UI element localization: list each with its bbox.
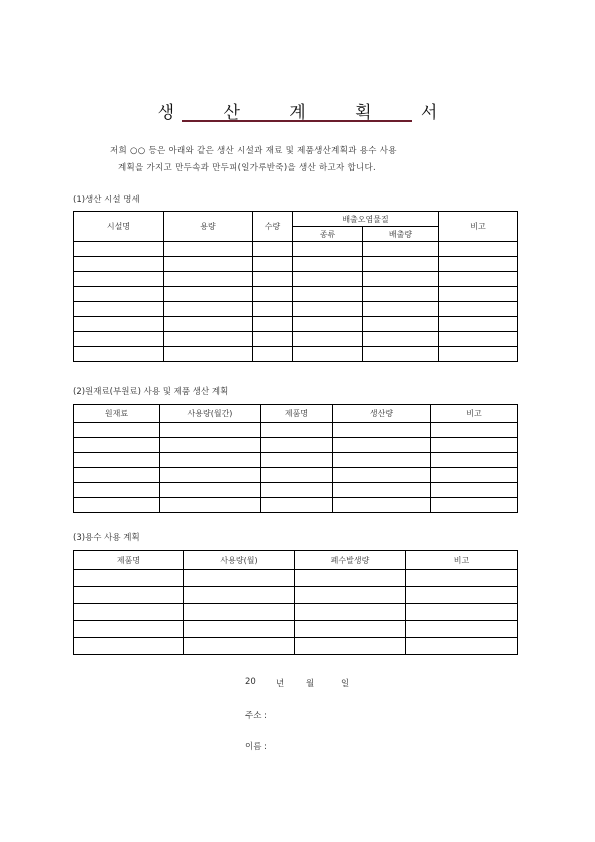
table-cell[interactable] — [164, 272, 253, 287]
table-cell[interactable] — [439, 347, 518, 362]
table-cell[interactable] — [184, 604, 295, 621]
table-row — [74, 423, 518, 438]
table-cell[interactable] — [261, 453, 333, 468]
table-cell[interactable] — [363, 287, 439, 302]
table-cell[interactable] — [363, 272, 439, 287]
table-cell[interactable] — [363, 332, 439, 347]
table-cell[interactable] — [160, 423, 261, 438]
table-row — [74, 498, 518, 513]
table-cell[interactable] — [439, 257, 518, 272]
table-cell[interactable] — [74, 317, 164, 332]
table-cell[interactable] — [74, 483, 160, 498]
section3-label: (3)용수 사용 계획 — [73, 533, 140, 543]
table-cell[interactable] — [164, 332, 253, 347]
table-cell[interactable] — [439, 272, 518, 287]
column-header: 원재료 — [74, 405, 160, 423]
table-cell[interactable] — [406, 587, 518, 604]
table-cell[interactable] — [164, 257, 253, 272]
table-header-row — [74, 405, 518, 423]
table-cell[interactable] — [261, 468, 333, 483]
table-cell[interactable] — [74, 498, 160, 513]
table-cell[interactable] — [406, 604, 518, 621]
table-cell[interactable] — [293, 287, 363, 302]
table-cell[interactable] — [74, 242, 164, 257]
table-cell[interactable] — [363, 242, 439, 257]
water-table — [73, 550, 518, 655]
table-cell[interactable] — [333, 438, 431, 453]
table-cell[interactable] — [74, 272, 164, 287]
table-cell[interactable] — [74, 332, 164, 347]
table-cell[interactable] — [74, 423, 160, 438]
table-row — [74, 621, 518, 638]
table-cell[interactable] — [160, 498, 261, 513]
table-cell[interactable] — [253, 317, 293, 332]
address-label: 주소 : — [245, 711, 267, 721]
table-cell[interactable] — [295, 638, 406, 655]
column-header: 제품명 — [261, 405, 333, 423]
table-cell[interactable] — [363, 347, 439, 362]
table-row — [74, 587, 518, 604]
table-cell[interactable] — [74, 587, 184, 604]
column-header: 폐수발생량 — [295, 551, 406, 570]
document-title: 생 산 계 획 서 — [157, 103, 460, 123]
table-cell[interactable] — [439, 317, 518, 332]
table-cell[interactable] — [431, 468, 518, 483]
table-cell[interactable] — [295, 604, 406, 621]
table-cell[interactable] — [431, 483, 518, 498]
col-note: 비고 — [439, 212, 518, 242]
table-cell[interactable] — [406, 621, 518, 638]
table-row — [74, 638, 518, 655]
table-cell[interactable] — [295, 570, 406, 587]
table-cell[interactable] — [74, 570, 184, 587]
table-cell[interactable] — [261, 423, 333, 438]
table-cell[interactable] — [184, 621, 295, 638]
col-capacity: 용량 — [164, 212, 253, 242]
table-row — [74, 332, 518, 347]
column-header: 비고 — [431, 405, 518, 423]
table-cell[interactable] — [406, 638, 518, 655]
table-cell[interactable] — [253, 257, 293, 272]
table-cell[interactable] — [74, 302, 164, 317]
table-cell[interactable] — [439, 302, 518, 317]
table-cell[interactable] — [431, 438, 518, 453]
table-cell[interactable] — [160, 438, 261, 453]
table-cell[interactable] — [253, 302, 293, 317]
table-cell[interactable] — [261, 483, 333, 498]
name-label: 이름 : — [245, 742, 267, 752]
table-row — [74, 347, 518, 362]
table-cell[interactable] — [363, 302, 439, 317]
table-cell[interactable] — [295, 587, 406, 604]
table-cell[interactable] — [253, 242, 293, 257]
table-cell[interactable] — [164, 287, 253, 302]
table-cell[interactable] — [295, 621, 406, 638]
table-row — [74, 483, 518, 498]
table-cell[interactable] — [293, 317, 363, 332]
table-row — [74, 317, 518, 332]
table-cell[interactable] — [363, 317, 439, 332]
table-cell[interactable] — [184, 587, 295, 604]
table-cell[interactable] — [74, 468, 160, 483]
intro-line-1: 저희 ○○ 등은 아래와 같은 생산 시설과 재료 및 제품생산계획과 용수 사용 — [110, 146, 397, 156]
table-cell[interactable] — [164, 302, 253, 317]
table-cell[interactable] — [164, 242, 253, 257]
col-emission-type: 종류 — [293, 227, 363, 242]
table-cell[interactable] — [333, 498, 431, 513]
title-underline — [182, 120, 412, 122]
table-cell[interactable] — [253, 332, 293, 347]
table-cell[interactable] — [74, 287, 164, 302]
table-row — [74, 302, 518, 317]
table-cell[interactable] — [184, 638, 295, 655]
table-row — [74, 468, 518, 483]
table-cell[interactable] — [333, 468, 431, 483]
table-cell[interactable] — [333, 453, 431, 468]
table-cell[interactable] — [431, 453, 518, 468]
intro-line-2: 계획을 가지고 만두속과 만두피(일가루반죽)을 생산 하고자 합니다. — [118, 163, 377, 173]
table-row — [74, 453, 518, 468]
column-header: 사용량(월간) — [160, 405, 261, 423]
intro-paragraph — [110, 143, 500, 177]
table-cell[interactable] — [164, 317, 253, 332]
table-cell[interactable] — [261, 498, 333, 513]
table-cell[interactable] — [74, 438, 160, 453]
col-quantity: 수량 — [253, 212, 293, 242]
table-cell[interactable] — [406, 570, 518, 587]
table-cell[interactable] — [261, 438, 333, 453]
table-cell[interactable] — [293, 332, 363, 347]
table-cell[interactable] — [363, 257, 439, 272]
table-cell[interactable] — [74, 257, 164, 272]
table-row — [74, 257, 518, 272]
col-emission-group: 배출오염물질 — [293, 212, 439, 227]
table-cell[interactable] — [160, 468, 261, 483]
table-cell[interactable] — [293, 302, 363, 317]
table-row — [74, 242, 518, 257]
table-cell[interactable] — [293, 272, 363, 287]
facility-table — [73, 211, 518, 362]
material-table — [73, 404, 518, 513]
table-cell[interactable] — [431, 423, 518, 438]
table-cell[interactable] — [160, 483, 261, 498]
table-cell[interactable] — [253, 347, 293, 362]
table-cell[interactable] — [439, 242, 518, 257]
table-cell[interactable] — [333, 423, 431, 438]
section1-label: (1)생산 시설 명세 — [73, 195, 140, 205]
table-cell[interactable] — [160, 453, 261, 468]
date-year-prefix: 20 — [245, 677, 256, 687]
date-day-label: 일 — [341, 679, 350, 689]
column-header: 비고 — [406, 551, 518, 570]
section2-label: (2)원재료(부원료) 사용 및 제품 생산 계획 — [73, 387, 229, 397]
table-cell[interactable] — [164, 347, 253, 362]
table-cell[interactable] — [253, 287, 293, 302]
column-header: 생산량 — [333, 405, 431, 423]
table-cell[interactable] — [74, 638, 184, 655]
table-cell[interactable] — [293, 242, 363, 257]
table-header-row — [74, 551, 518, 570]
table-cell[interactable] — [74, 604, 184, 621]
table-cell[interactable] — [439, 287, 518, 302]
table-row — [74, 604, 518, 621]
table-cell[interactable] — [253, 272, 293, 287]
table-cell[interactable] — [74, 621, 184, 638]
table-row — [74, 287, 518, 302]
table-row — [74, 438, 518, 453]
table-cell[interactable] — [439, 332, 518, 347]
col-facility-name: 시설명 — [74, 212, 164, 242]
table-cell[interactable] — [293, 257, 363, 272]
table-cell[interactable] — [333, 483, 431, 498]
table-cell[interactable] — [431, 498, 518, 513]
table-cell[interactable] — [184, 570, 295, 587]
date-month-label: 월 — [306, 679, 315, 689]
table-cell[interactable] — [74, 453, 160, 468]
table-row — [74, 570, 518, 587]
table-cell[interactable] — [293, 347, 363, 362]
column-header: 사용량(월) — [184, 551, 295, 570]
column-header: 제품명 — [74, 551, 184, 570]
col-emission-amount: 배출량 — [363, 227, 439, 242]
date-year-label: 년 — [276, 679, 285, 689]
table-cell[interactable] — [74, 347, 164, 362]
table-row — [74, 272, 518, 287]
